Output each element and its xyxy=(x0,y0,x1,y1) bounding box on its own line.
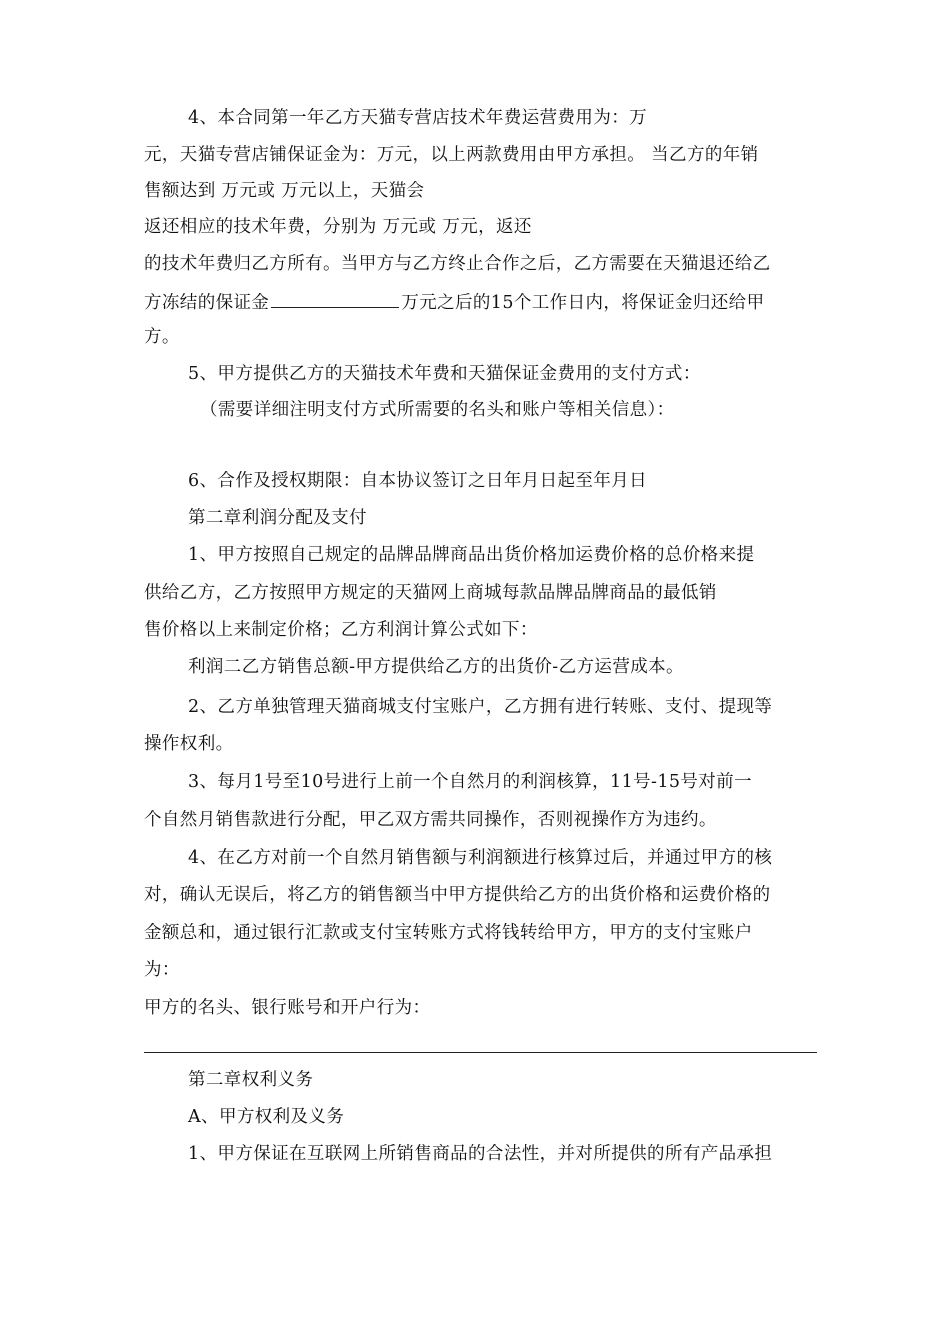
paragraph-4-line-2: 元，天猫专营店铺保证金为：万元，以上两款费用由甲方承担。 当乙方的年销 xyxy=(144,145,759,165)
paragraph-4-line-5: 的技术年费归乙方所有。当甲方与乙方终止合作之后，乙方需要在天猫退还给乙 xyxy=(144,254,771,274)
paragraph-4-line-6-end: 万元之后的15个工作日内，将保证金归还给甲 xyxy=(401,293,765,313)
profit-item-4-line-1: 4、在乙方对前一个自然月销售额与利润额进行核算过后，并通过甲方的核 xyxy=(188,848,773,868)
horizontal-rule xyxy=(144,1052,817,1053)
paragraph-4-line-6-start: 方冻结的保证金 xyxy=(144,293,270,313)
paragraph-4-line-7: 方。 xyxy=(144,327,180,347)
profit-item-1-line-3: 售价格以上来制定价格；乙方利润计算公式如下： xyxy=(144,620,538,640)
rights-item-1: 1、甲方保证在互联网上所销售商品的合法性，并对所提供的所有产品承担 xyxy=(188,1144,773,1164)
profit-item-3-line-1: 3、每月1号至10号进行上前一个自然月的利润核算，11号-15号对前一 xyxy=(188,772,752,792)
chapter-heading-profit: 第二章利润分配及支付 xyxy=(188,508,367,528)
profit-item-2-line-2: 操作权利。 xyxy=(144,734,234,754)
paragraph-4-line-6 xyxy=(144,289,764,315)
profit-item-4-line-2: 对，确认无误后，将乙方的销售额当中甲方提供给乙方的出货价格和运费价格的 xyxy=(144,885,771,905)
profit-item-2-line-1: 2、乙方单独管理天猫商城支付宝账户，乙方拥有进行转账、支付、提现等 xyxy=(188,697,773,717)
profit-item-1-line-2: 供给乙方，乙方按照甲方规定的天猫网上商城每款品牌品牌商品的最低销 xyxy=(144,583,717,603)
profit-item-4-line-4: 为： xyxy=(144,960,180,980)
chapter-heading-rights: 第二章权利义务 xyxy=(188,1070,314,1090)
profit-formula: 利润二乙方销售总额-甲方提供给乙方的出货价-乙方运营成本。 xyxy=(188,657,684,677)
fill-in-blank xyxy=(271,289,399,308)
section-a-heading: A、甲方权利及义务 xyxy=(188,1107,345,1127)
paragraph-5: 5、甲方提供乙方的天猫技术年费和天猫保证金费用的支付方式： xyxy=(188,364,701,384)
profit-item-1-line-1: 1、甲方按照自己规定的品牌品牌商品出货价格加运费价格的总价格来提 xyxy=(188,545,755,565)
profit-item-3-line-2: 个自然月销售款进行分配，甲乙双方需共同操作，否则视操作方为违约。 xyxy=(144,810,717,830)
bank-info-line: 甲方的名头、银行账号和开户行为： xyxy=(144,998,431,1018)
paragraph-5-note: （需要详细注明支付方式所需要的名头和账户等相关信息）： xyxy=(200,400,675,420)
paragraph-4-line-1: 4、本合同第一年乙方天猫专营店技术年费运营费用为：万 xyxy=(188,108,648,128)
profit-item-4-line-3: 金额总和，通过银行汇款或支付宝转账方式将钱转给甲方，甲方的支付宝账户 xyxy=(144,923,753,943)
paragraph-6: 6、合作及授权期限：自本协议签订之日年月日起至年月日 xyxy=(188,471,648,491)
paragraph-4-line-3: 售额达到 万元或 万元以上，天猫会 xyxy=(144,181,425,201)
paragraph-4-line-4: 返还相应的技术年费，分别为 万元或 万元，返还 xyxy=(144,217,532,237)
